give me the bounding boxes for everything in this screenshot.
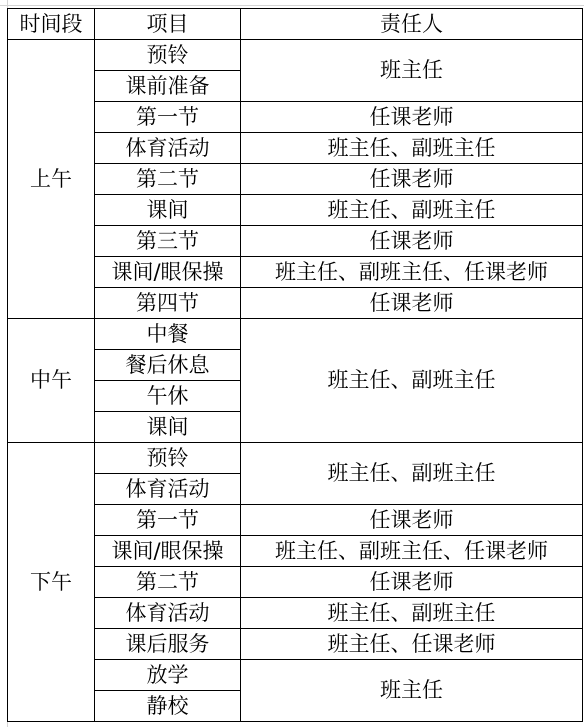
table-row: [8, 257, 583, 288]
period-cell: 上午: [8, 40, 95, 319]
responsible-cell: 班主任、副班主任、任课老师: [241, 257, 583, 288]
period-cell: 中午: [8, 319, 95, 443]
item-cell: 课间/眼保操: [95, 536, 241, 567]
table-row: [8, 102, 583, 133]
table-row: [8, 226, 583, 257]
item-cell: 午休: [95, 381, 241, 412]
item-cell: 第一节: [95, 102, 241, 133]
responsible-cell: 班主任、副班主任: [241, 133, 583, 164]
header-row: [8, 9, 583, 40]
item-cell: 放学: [95, 660, 241, 691]
table-row: [8, 629, 583, 660]
header-period: 时间段: [8, 9, 95, 40]
table-row: [8, 567, 583, 598]
item-cell: 课间: [95, 412, 241, 443]
responsible-cell: 任课老师: [241, 164, 583, 195]
table-row: [8, 195, 583, 226]
table-row: [8, 660, 583, 691]
table-row: [8, 164, 583, 195]
sheet-column-header-gutter: [0, 0, 584, 6]
responsible-cell: 班主任、副班主任: [241, 598, 583, 629]
responsible-cell: 班主任: [241, 40, 583, 102]
responsible-cell: 班主任、副班主任: [241, 195, 583, 226]
table-row: [8, 288, 583, 319]
item-cell: 课间: [95, 195, 241, 226]
responsible-cell: 班主任、副班主任: [241, 319, 583, 443]
table-row: [8, 505, 583, 536]
item-cell: 餐后休息: [95, 350, 241, 381]
table-row: [8, 443, 583, 474]
item-cell: 静校: [95, 691, 241, 722]
responsible-cell: 任课老师: [241, 288, 583, 319]
responsible-cell: 班主任: [241, 660, 583, 722]
item-cell: 第一节: [95, 505, 241, 536]
item-cell: 第二节: [95, 164, 241, 195]
responsible-cell: 任课老师: [241, 102, 583, 133]
header-item: 项目: [95, 9, 241, 40]
table-row: [8, 133, 583, 164]
period-cell: 下午: [8, 443, 95, 722]
responsible-cell: 班主任、任课老师: [241, 629, 583, 660]
duty-schedule-table: [7, 8, 583, 722]
item-cell: 体育活动: [95, 133, 241, 164]
item-cell: 预铃: [95, 443, 241, 474]
item-cell: 第二节: [95, 567, 241, 598]
item-cell: 第四节: [95, 288, 241, 319]
item-cell: 体育活动: [95, 474, 241, 505]
table-row: [8, 319, 583, 350]
item-cell: 第三节: [95, 226, 241, 257]
duty-table-body: [8, 9, 583, 722]
table-row: [8, 40, 583, 71]
item-cell: 课间/眼保操: [95, 257, 241, 288]
table-row: [8, 598, 583, 629]
table-row: [8, 536, 583, 567]
item-cell: 课后服务: [95, 629, 241, 660]
responsible-cell: 班主任、副班主任: [241, 443, 583, 505]
item-cell: 预铃: [95, 40, 241, 71]
responsible-cell: 任课老师: [241, 505, 583, 536]
header-responsible: 责任人: [241, 9, 583, 40]
responsible-cell: 班主任、副班主任、任课老师: [241, 536, 583, 567]
item-cell: 课前准备: [95, 71, 241, 102]
responsible-cell: 任课老师: [241, 226, 583, 257]
item-cell: 体育活动: [95, 598, 241, 629]
item-cell: 中餐: [95, 319, 241, 350]
responsible-cell: 任课老师: [241, 567, 583, 598]
